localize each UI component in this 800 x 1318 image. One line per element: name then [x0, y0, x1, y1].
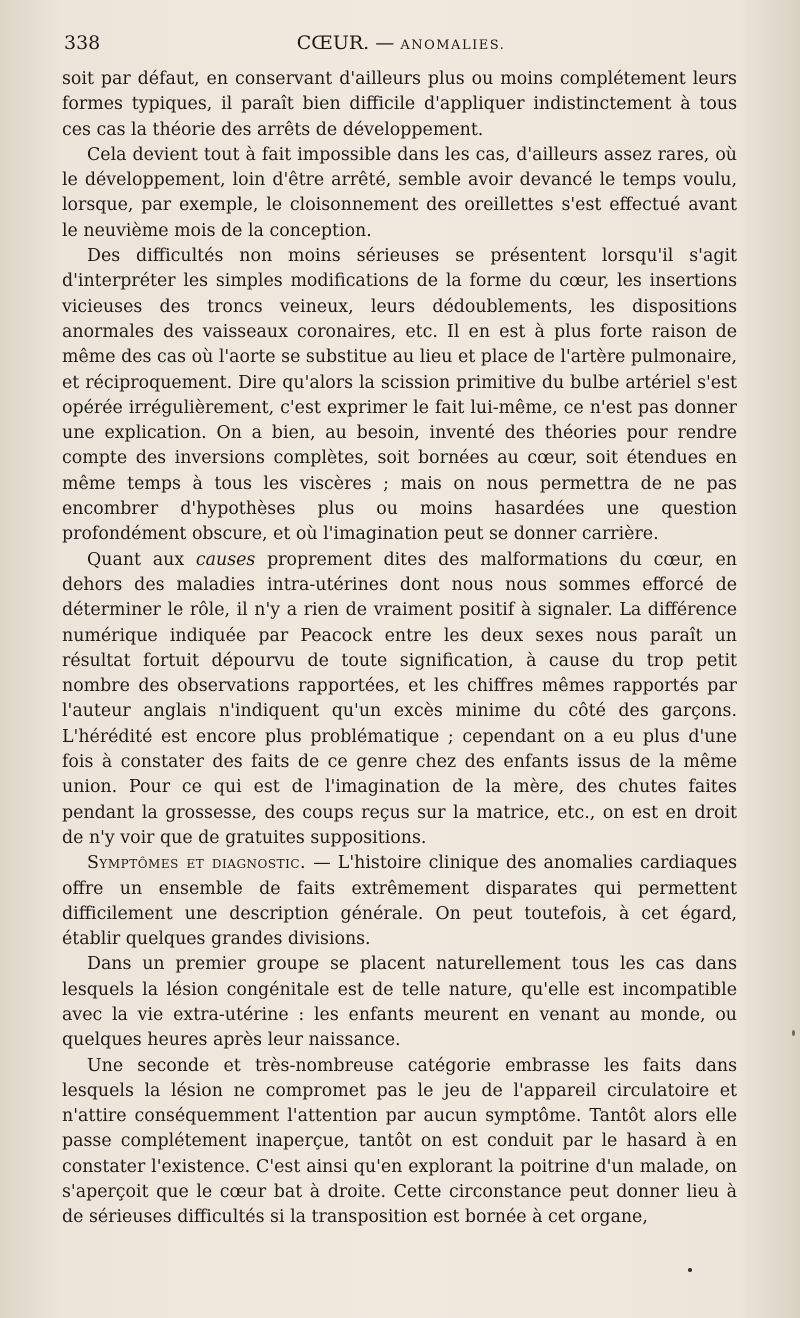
ink-speck: [792, 1030, 795, 1036]
paragraph-7: Une seconde et très-nombreuse catégorie embrasse les faits dans lesquels la lésion ne compromet pas le jeu de l'appareil circulatoire et n'attire conséquemment l'attention par aucun symptôme. Tantôt alors elle passe complétement inaperçue, tantôt on est conduit par le hasard à en constater l'existence. C'est ainsi qu'en explorant la poitrine d'un malade, on s'aperçoit que le cœur bat à droite. Cette circonstance peut donner lieu à de sérieuses difficultés si la transposition est bornée à cet organe,: [62, 1055, 737, 1228]
paragraph-2: Cela devient tout à fait impossible dans les cas, d'ailleurs assez rares, où le développement, loin d'être arrêté, semble avoir devancé le temps voulu, lorsque, par exemple, le cloisonnement des oreillettes s'est effectué avant le neuvième mois de la conception.: [62, 144, 737, 241]
paragraph-4-lead: Quant aux: [87, 549, 196, 570]
causes-emphasis: causes: [195, 549, 256, 570]
paragraph-4: [62, 548, 737, 852]
paragraph-5-text: L'histoire clinique des anomalies cardiaques offre un ensemble de faits extrêmement disparates qui permettent difficilement une description générale. On peut toutefois, à cet égard, établir quelques grandes divisions.: [62, 853, 737, 950]
paragraph-3: Des difficultés non moins sérieuses se présentent lorsqu'il s'agit d'interpréter les simples modifications de la forme du cœur, les insertions vicieuses des troncs veineux, leurs dédoublements, les dispositions anormales des vaisseaux coronaires, etc. Il en est à plus forte raison de même des cas où l'aorte se substitue au lieu et place de l'artère pulmonaire, et réciproquement. Dire qu'alors la scission primitive du bulbe artériel s'est opérée irrégulièrement, c'est exprimer le fait lui-même, ce n'est pas donner une explication. On a bien, au besoin, inventé des théories pour rendre compte des inversions complètes, soit bornées au cœur, soit étendues en même temps à tous les viscères ; mais on nous permettra de ne pas encombrer d'hypothèses plus ou moins hasardées une question profondément obscure, et où l'imagination peut se donner carrière.: [62, 246, 737, 545]
section-heading: Symptômes et diagnostic.: [87, 853, 307, 874]
running-title: [64, 32, 738, 54]
section-heading-dash: —: [306, 853, 338, 874]
body-text: [62, 67, 737, 1231]
paragraph-5: [62, 851, 737, 952]
page-number: 338: [64, 32, 101, 54]
paragraph-6: Dans un premier groupe se placent naturellement tous les cas dans lesquels la lésion congénitale est de telle nature, qu'elle est incompatible avec la vie extra-utérine : les enfants meurent en venant au monde, ou quelques heures après leur naissance.: [62, 954, 737, 1051]
paragraph-1: soit par défaut, en conservant d'ailleurs plus ou moins complétement leurs formes typiques, il paraît bien difficile d'appliquer indistinctement à tous ces cas la théorie des arrêts de développement.: [62, 69, 737, 140]
running-title-main: CŒUR.: [296, 32, 370, 54]
page-header: [64, 32, 738, 60]
running-title-subtitle: ANOMALIES.: [400, 38, 506, 53]
running-title-separator: —: [375, 32, 395, 54]
ink-speck: [688, 1268, 692, 1272]
paragraph-4-rest: proprement dites des malformations du cœur, en dehors des maladies intra-utérines dont nous nous sommes efforcé de déterminer le rôle, il n'y a rien de vraiment positif à signaler. La différence numérique indiquée par Peacock entre les deux sexes nous paraît un résultat fortuit dépourvu de toute signification, à cause du trop petit nombre des observations rapportées, et les chiffres mêmes rapportés par l'auteur anglais n'indiquent qu'un excès minime du côté des garçons. L'hérédité est encore plus problématique ; cependant on a eu plus d'une fois à constater des faits de ce genre chez des enfants issus de la même union. Pour ce qui est de l'imagination de la mère, des chutes faites pendant la grossesse, des coups reçus sur la matrice, etc., on est en droit de n'y voir que de gratuites suppositions.: [62, 549, 737, 848]
